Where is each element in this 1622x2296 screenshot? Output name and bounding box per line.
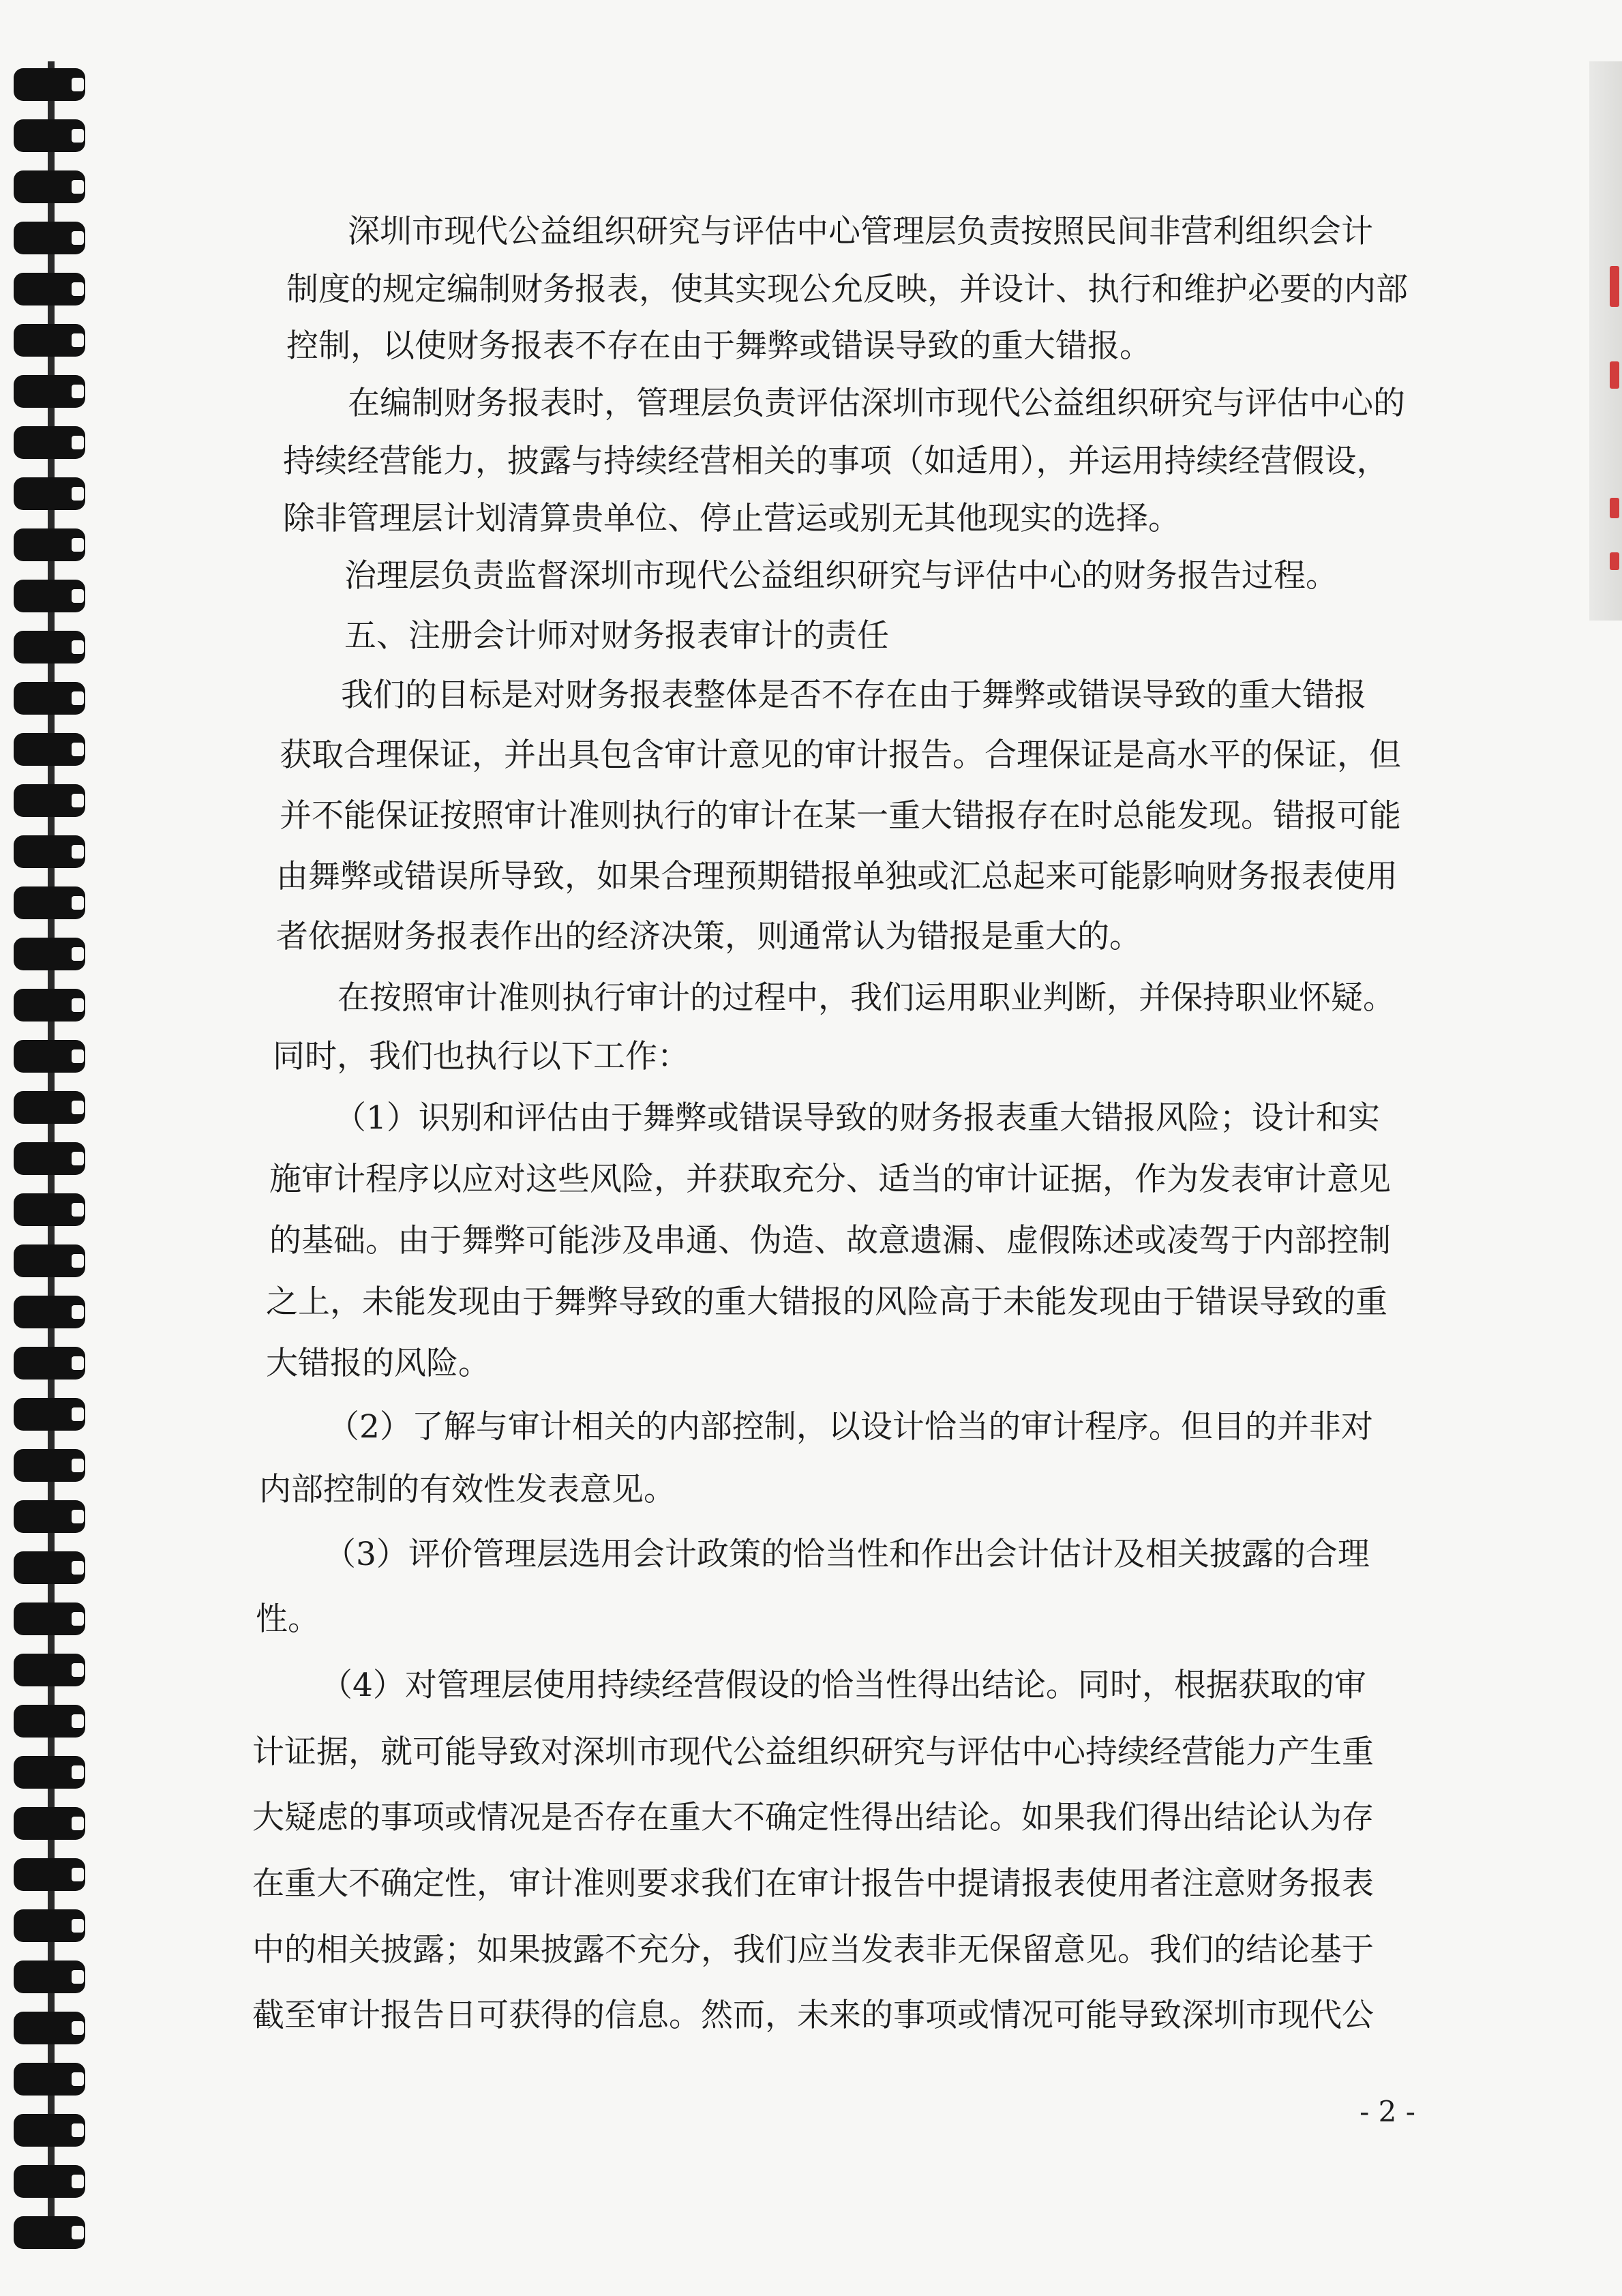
binding-hole bbox=[72, 998, 84, 1012]
text-line: 在按照审计准则执行审计的过程中，我们运用职业判断，并保持职业怀疑。 bbox=[337, 979, 1395, 1017]
text-line: 计证据，就可能导致对深圳市现代公益组织研究与评估中心持续经营能力产生重 bbox=[252, 1733, 1374, 1771]
binding-hole bbox=[72, 1868, 84, 1881]
binding-hole bbox=[72, 1101, 84, 1114]
binding-hole bbox=[72, 845, 84, 859]
text-line: 除非管理层计划清算贵单位、停止营运或别无其他现实的选择。 bbox=[283, 500, 1180, 537]
text-line: （1）识别和评估由于舞弊或错误导致的财务报表重大错报风险；设计和实 bbox=[334, 1099, 1380, 1137]
binding-hole bbox=[72, 538, 84, 552]
binding-hole bbox=[72, 436, 84, 449]
binding-hole bbox=[72, 896, 84, 910]
text-line: 的基础。由于舞弊可能涉及串通、伪造、故意遗漏、虚假陈述或凌驾于内部控制 bbox=[269, 1222, 1391, 1259]
binding-hole bbox=[72, 1612, 84, 1626]
binding-hole bbox=[72, 589, 84, 603]
binding-hole bbox=[72, 1970, 84, 1984]
text-line: 我们的目标是对财务报表整体是否不存在由于舞弊或错误导致的重大错报 bbox=[341, 676, 1366, 714]
binding-hole bbox=[72, 2226, 84, 2239]
text-line: 制度的规定编制财务报表，使其实现公允反映，并设计、执行和维护必要的内部 bbox=[286, 271, 1408, 308]
red-stamp-mark bbox=[1610, 266, 1619, 307]
text-line: （4）对管理层使用持续经营假设的恰当性得出结论。同时，根据获取的审 bbox=[320, 1667, 1366, 1704]
binding-hole bbox=[72, 487, 84, 501]
text-line: 大错报的风险。 bbox=[266, 1345, 490, 1382]
text-line: 性。 bbox=[256, 1600, 320, 1638]
red-stamp-mark bbox=[1610, 498, 1619, 518]
binding-hole bbox=[72, 794, 84, 807]
text-line: 在编制财务报表时，管理层负责评估深圳市现代公益组织研究与评估中心的 bbox=[348, 385, 1405, 422]
red-stamp-mark bbox=[1610, 552, 1619, 570]
binding-hole bbox=[72, 691, 84, 705]
text-line: 施审计程序以应对这些风险，并获取充分、适当的审计证据，作为发表审计意见 bbox=[269, 1161, 1391, 1198]
binding-hole bbox=[72, 1510, 84, 1523]
text-line: 深圳市现代公益组织研究与评估中心管理层负责按照民间非营利组织会计 bbox=[348, 213, 1373, 250]
text-line: 持续经营能力，披露与持续经营相关的事项（如适用），并运用持续经营假设， bbox=[283, 443, 1389, 480]
text-line: 中的相关披露；如果披露不充分，我们应当发表非无保留意见。我们的结论基于 bbox=[252, 1931, 1374, 1969]
binding-hole bbox=[72, 2175, 84, 2188]
binding-hole bbox=[72, 333, 84, 347]
text-line: 在重大不确定性，审计准则要求我们在审计报告中提请报表使用者注意财务报表 bbox=[252, 1865, 1374, 1903]
text-line: 并不能保证按照审计准则执行的审计在某一重大错报存在时总能发现。错报可能 bbox=[280, 797, 1401, 835]
binding-hole bbox=[72, 2021, 84, 2035]
binding-hole bbox=[72, 1919, 84, 1933]
binding-hole bbox=[72, 2072, 84, 2086]
binding-hole bbox=[72, 1459, 84, 1472]
binding-strip bbox=[0, 0, 102, 2296]
text-line: 治理层负责监督深圳市现代公益组织研究与评估中心的财务报告过程。 bbox=[344, 557, 1338, 595]
text-line: 同时，我们也执行以下工作： bbox=[273, 1038, 689, 1075]
text-line: 获取合理保证，并出具包含审计意见的审计报告。合理保证是高水平的保证，但 bbox=[280, 736, 1401, 774]
text-line: 之上，未能发现由于舞弊导致的重大错报的风险高于未能发现由于错误导致的重 bbox=[266, 1283, 1387, 1321]
binding-hole bbox=[72, 1817, 84, 1830]
text-line: 者依据财务报表作出的经济决策，则通常认为错报是重大的。 bbox=[276, 918, 1141, 955]
section-heading: 五、注册会计师对财务报表审计的责任 bbox=[344, 617, 889, 655]
binding-hole bbox=[72, 231, 84, 245]
binding-hole bbox=[72, 947, 84, 961]
binding-hole bbox=[72, 1765, 84, 1779]
binding-hole bbox=[72, 743, 84, 756]
red-stamp-mark bbox=[1610, 361, 1619, 389]
text-line: （3）评价管理层选用会计政策的恰当性和作出会计估计及相关披露的合理 bbox=[324, 1536, 1370, 1573]
text-line: 大疑虑的事项或情况是否存在重大不确定性得出结论。如果我们得出结论认为存 bbox=[252, 1799, 1374, 1836]
binding-hole bbox=[72, 1049, 84, 1063]
binding-hole bbox=[72, 2123, 84, 2137]
binding-hole bbox=[72, 1254, 84, 1268]
binding-hole bbox=[72, 1407, 84, 1421]
binding-hole bbox=[72, 129, 84, 143]
binding-hole bbox=[72, 78, 84, 91]
binding-hole bbox=[72, 282, 84, 296]
binding-hole bbox=[72, 1663, 84, 1677]
text-line: 内部控制的有效性发表意见。 bbox=[259, 1471, 676, 1508]
binding-hole bbox=[72, 1714, 84, 1728]
binding-hole bbox=[72, 640, 84, 654]
binding-hole bbox=[72, 1561, 84, 1575]
text-line: 截至审计报告日可获得的信息。然而，未来的事项或情况可能导致深圳市现代公 bbox=[252, 1997, 1374, 2034]
text-line: 由舞弊或错误所导致，如果合理预期错报单独或汇总起来可能影响财务报表使用 bbox=[276, 858, 1398, 895]
binding-hole bbox=[72, 1356, 84, 1370]
binding-hole bbox=[72, 385, 84, 398]
binding-hole bbox=[72, 1305, 84, 1319]
text-line: 控制，以使财务报表不存在由于舞弊或错误导致的重大错报。 bbox=[286, 327, 1152, 365]
page-number: - 2 - bbox=[1360, 2095, 1415, 2128]
spiral-binding-icon bbox=[0, 0, 102, 2296]
binding-hole bbox=[72, 1203, 84, 1217]
binding-hole bbox=[72, 1152, 84, 1165]
binding-hole bbox=[72, 180, 84, 194]
document-body bbox=[245, 0, 1408, 2182]
page-edge bbox=[1589, 61, 1622, 621]
text-line: （2）了解与审计相关的内部控制，以设计恰当的审计程序。但目的并非对 bbox=[327, 1408, 1373, 1446]
